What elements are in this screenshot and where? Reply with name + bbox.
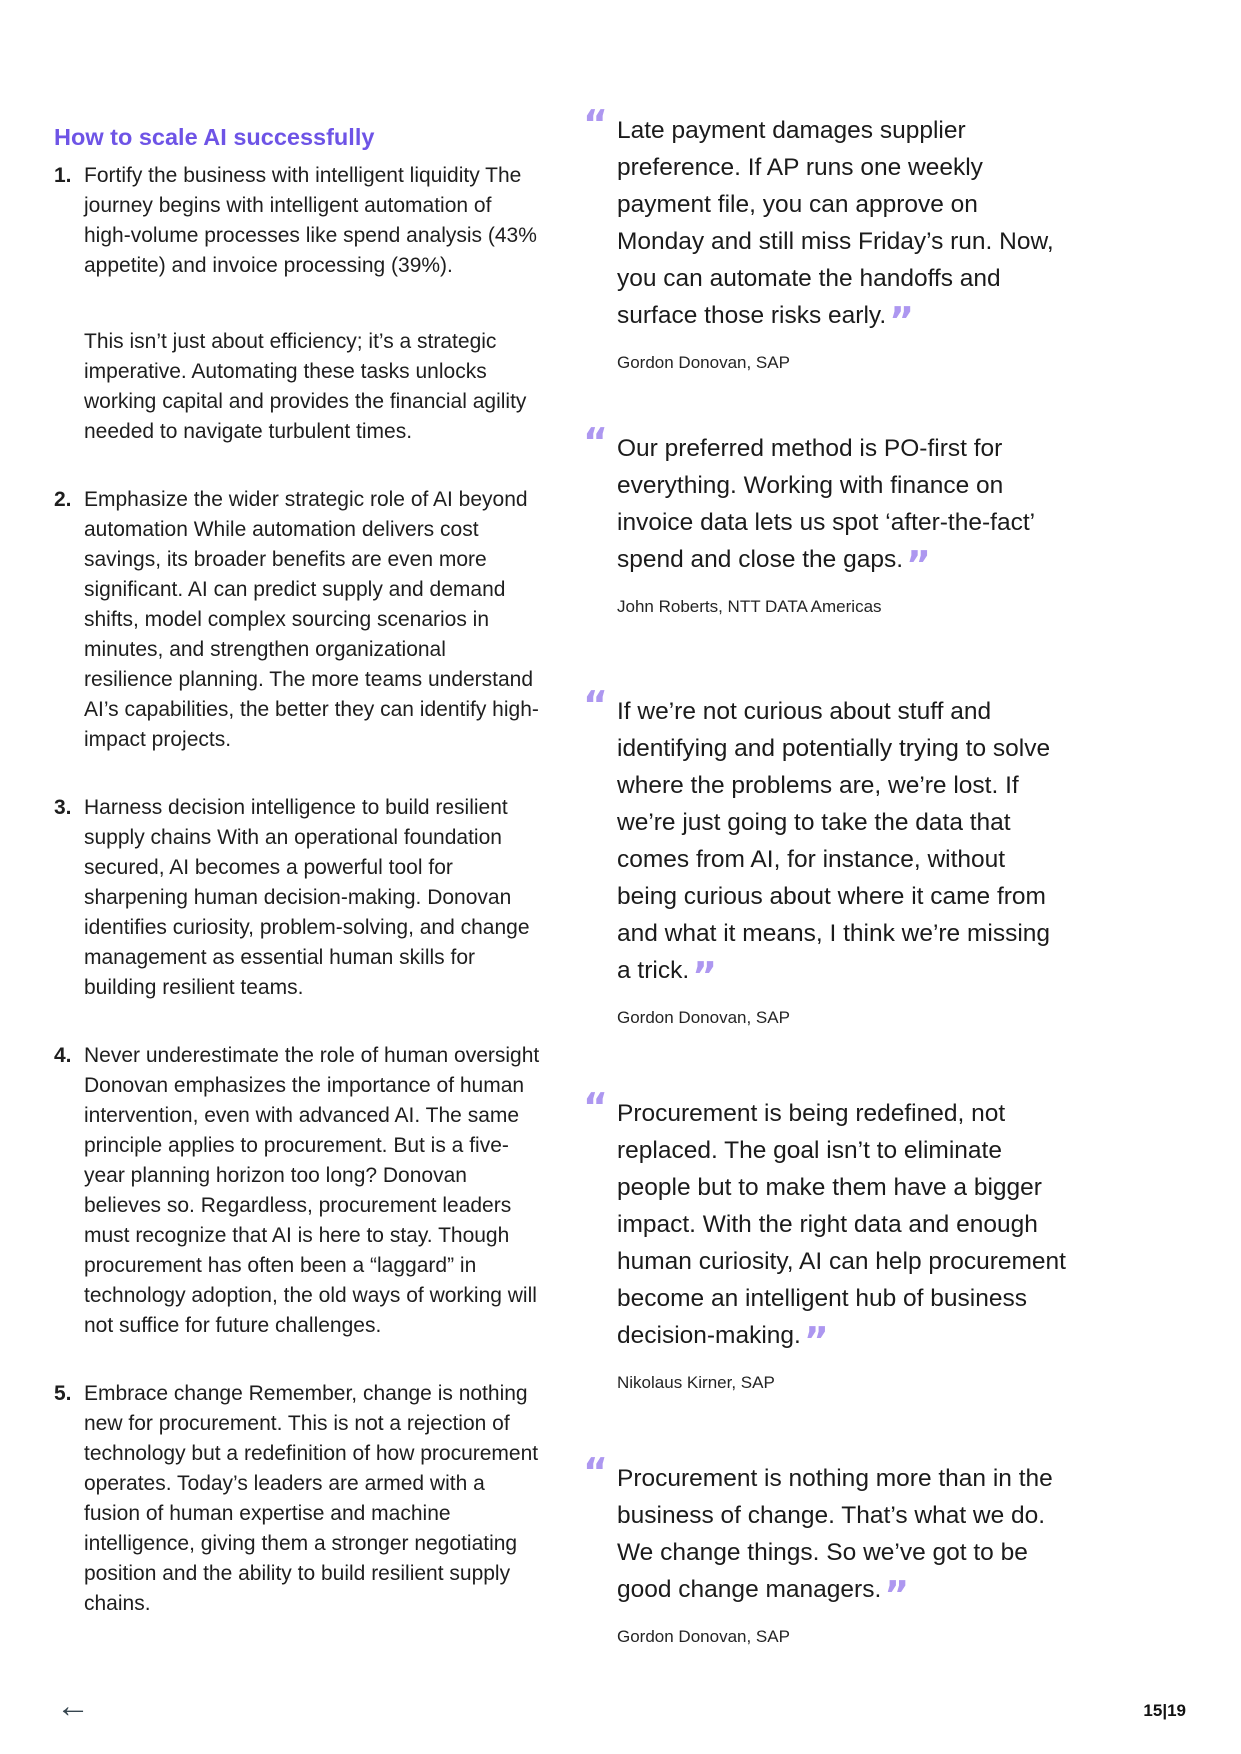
- back-arrow-icon[interactable]: ←: [56, 1687, 90, 1725]
- item-paragraph: This isn’t just about efficiency; it’s a strategic imperative. Automating these tasks unlocks working capital and provides the financial agility needed to navigate turbulent times.: [84, 330, 527, 443]
- list-item-2: [54, 485, 540, 755]
- list-item-4: [54, 1041, 540, 1341]
- how-to-section: [54, 122, 540, 1657]
- item-body: [84, 793, 540, 1003]
- item-body: [84, 485, 540, 755]
- quote-block: [583, 1450, 1069, 1648]
- quote-block: [583, 102, 1069, 374]
- open-quote-icon: “: [583, 1085, 608, 1129]
- quote-block: [583, 1085, 1069, 1394]
- quote-text-block: [583, 1085, 1069, 1363]
- quote-text: If we’re not curious about stuff and identifying and potentially trying to solve where the problems are, we’re lost. If we’re just going to take the data that comes from AI, for instance, without being curious about where it came from and what it means, I think we’re missing a trick.: [617, 698, 1051, 984]
- quote-attribution: Gordon Donovan, SAP: [617, 1008, 790, 1027]
- quote-attribution: Gordon Donovan, SAP: [617, 1627, 790, 1646]
- section-heading: How to scale AI successfully: [54, 124, 375, 150]
- list-item-3: [54, 793, 540, 1003]
- page-number: 15|19: [1143, 1701, 1186, 1720]
- close-quote-icon: ”: [889, 299, 915, 343]
- item-number: 3.: [54, 796, 72, 819]
- quote-text: Procurement is nothing more than in the business of change. That’s what we do. We change things. So we’ve got to be good change managers.: [617, 1465, 1053, 1603]
- item-body: [84, 161, 540, 447]
- item-paragraph: Emphasize the wider strategic role of AI beyond automation While automation delivers cost savings, its broader benefits are even more significant. AI can predict supply and demand shifts, model complex sourcing scenarios in minutes, and strengthen organizational resilience planning. The more teams understand AI’s capabilities, the better they can identify high-impact projects.: [84, 488, 539, 751]
- item-number: 4.: [54, 1044, 72, 1067]
- quote-text-block: [583, 683, 1069, 998]
- item-paragraph: Fortify the business with intelligent liquidity The journey begins with intelligent automation of high-volume processes like spend analysis (43% appetite) and invoice processing (39%).: [84, 164, 537, 277]
- quote-attribution: John Roberts, NTT DATA Americas: [617, 597, 882, 616]
- open-quote-icon: “: [583, 102, 608, 146]
- item-paragraph: Embrace change Remember, change is nothing new for procurement. This is not a rejection of technology but a redefinition of how procurement operates. Today’s leaders are armed with a fusion of human expertise and machine intelligence, giving them a stronger negotiating position and the ability to build resilient supply chains.: [84, 1382, 539, 1615]
- quote-text-block: [583, 420, 1069, 587]
- list-item-5: [54, 1379, 540, 1619]
- quote-text: Late payment damages supplier preference. If AP runs one weekly payment file, you can approve on Monday and still miss Friday’s run. Now, you can automate the handoffs and surface those risks early.: [617, 117, 1054, 329]
- quote-block: [583, 683, 1069, 1029]
- list-item-1: [54, 161, 540, 447]
- item-number: 5.: [54, 1382, 72, 1405]
- open-quote-icon: “: [583, 1450, 608, 1494]
- close-quote-icon: ”: [803, 1319, 829, 1363]
- quote-text-block: [583, 1450, 1069, 1617]
- item-number: 1.: [54, 164, 72, 187]
- quote-text: Procurement is being redefined, not replaced. The goal isn’t to eliminate people but to make them have a bigger impact. With the right data and enough human curiosity, AI can help procurement become an intelligent hub of business decision-making.: [617, 1100, 1066, 1349]
- item-body: [84, 1379, 540, 1619]
- close-quote-icon: ”: [884, 1573, 910, 1617]
- item-paragraph: Harness decision intelligence to build resilient supply chains With an operational foundation secured, AI becomes a powerful tool for sharpening human decision-making. Donovan identifies curiosity, problem-solving, and change management as essential human skills for building resilient teams.: [84, 796, 530, 999]
- item-body: [84, 1041, 540, 1341]
- close-quote-icon: ”: [692, 954, 718, 998]
- quote-text: Our preferred method is PO-first for everything. Working with finance on invoice data lets us spot ‘after-the-fact’ spend and close the gaps.: [617, 435, 1035, 573]
- quotes-column: [583, 102, 1069, 1672]
- open-quote-icon: “: [583, 420, 608, 464]
- item-paragraph: Never underestimate the role of human oversight Donovan emphasizes the importance of human intervention, even with advanced AI. The same principle applies to procurement. But is a five-year planning horizon too long? Donovan believes so. Regardless, procurement leaders must recognize that AI is here to stay. Though procurement has often been a “laggard” in technology adoption, the old ways of working will not suffice for future challenges.: [84, 1044, 540, 1337]
- quote-attribution: Gordon Donovan, SAP: [617, 353, 790, 372]
- item-number: 2.: [54, 488, 72, 511]
- close-quote-icon: ”: [906, 543, 932, 587]
- quote-attribution: Nikolaus Kirner, SAP: [617, 1373, 775, 1392]
- open-quote-icon: “: [583, 683, 608, 727]
- quote-block: [583, 420, 1069, 618]
- quote-text-block: [583, 102, 1069, 343]
